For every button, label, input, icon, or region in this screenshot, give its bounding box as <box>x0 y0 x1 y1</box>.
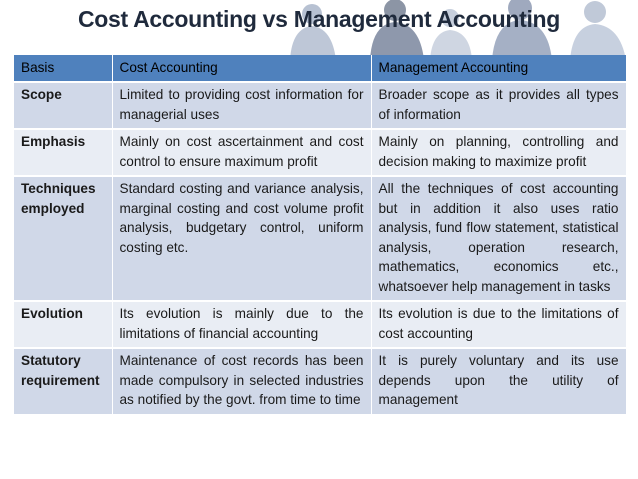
row-management-accounting: Mainly on planning, controlling and decision making to maximize profit <box>371 129 626 176</box>
table-row <box>14 82 626 129</box>
row-cost-accounting: Maintenance of cost records has been made compulsory in selected industries as notified by the govt. from time to time <box>112 348 371 414</box>
row-basis: Emphasis <box>14 129 112 176</box>
row-management-accounting: Its evolution is due to the limitations of cost accounting <box>371 301 626 348</box>
row-management-accounting: All the techniques of cost accounting but in addition it also uses ratio analysis, fund flow statement, statistical analysis, operation research, mathematics, economics etc., whatsoever help management in tasks <box>371 176 626 301</box>
header-cost-accounting: Cost Accounting <box>112 55 371 82</box>
row-cost-accounting: Limited to providing cost information for managerial uses <box>112 82 371 129</box>
table-row <box>14 129 626 176</box>
table-header-row <box>14 55 626 82</box>
row-cost-accounting: Standard costing and variance analysis, marginal costing and cost volume profit analysis, budgetary control, uniform costing etc. <box>112 176 371 301</box>
table-row <box>14 348 626 414</box>
header-management-accounting: Management Accounting <box>371 55 626 82</box>
row-basis: Statutory requirement <box>14 348 112 414</box>
row-management-accounting: It is purely voluntary and its use depends upon the utility of management <box>371 348 626 414</box>
row-basis: Techniques employed <box>14 176 112 301</box>
page-title: Cost Accounting vs Management Accounting <box>77 6 561 32</box>
header-basis: Basis <box>14 55 112 82</box>
comparison-table <box>14 55 627 414</box>
table-row <box>14 176 626 301</box>
row-basis: Scope <box>14 82 112 129</box>
row-cost-accounting: Mainly on cost ascertainment and cost control to ensure maximum profit <box>112 129 371 176</box>
row-management-accounting: Broader scope as it provides all types of information <box>371 82 626 129</box>
table-row <box>14 301 626 348</box>
row-cost-accounting: Its evolution is mainly due to the limitations of financial accounting <box>112 301 371 348</box>
row-basis: Evolution <box>14 301 112 348</box>
